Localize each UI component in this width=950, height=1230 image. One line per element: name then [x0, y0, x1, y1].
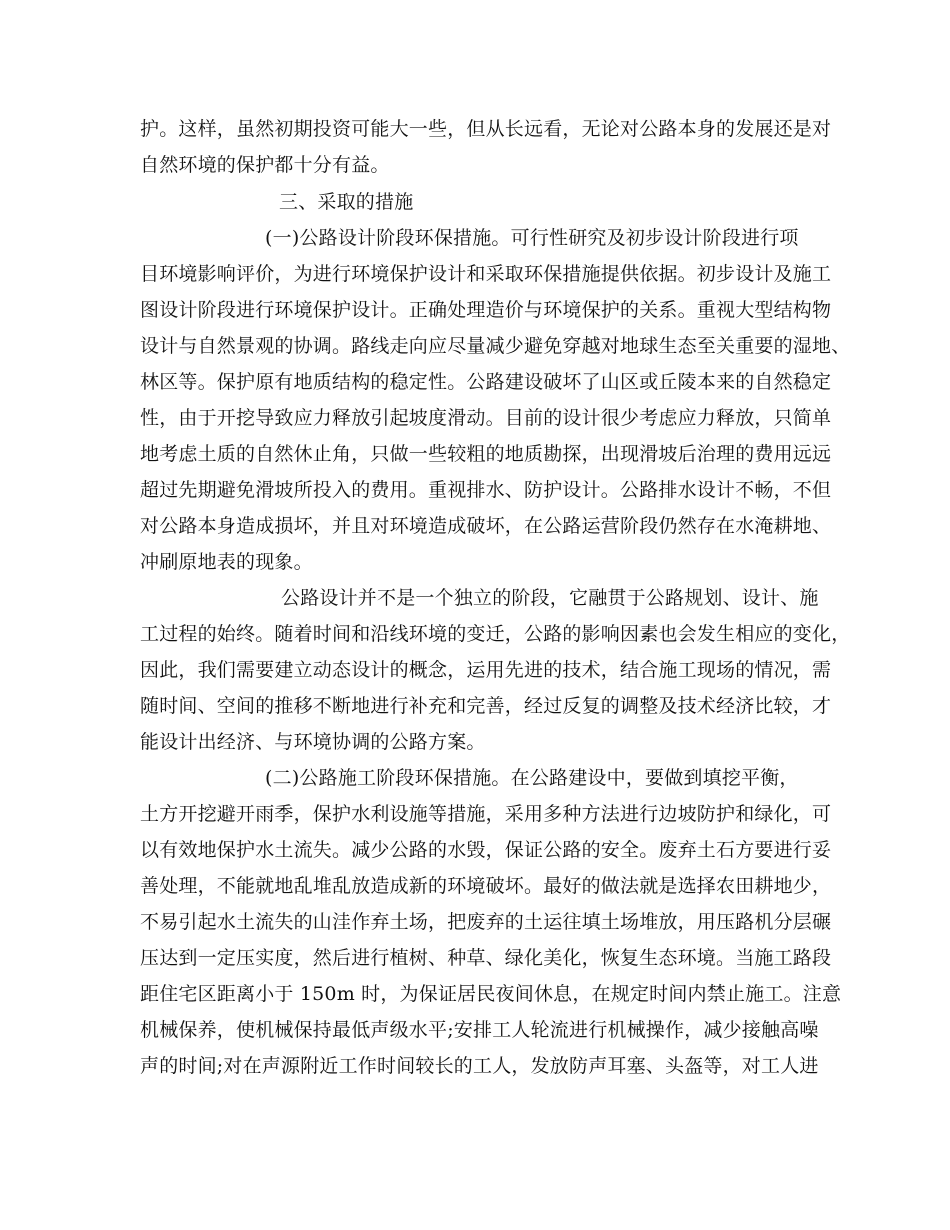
text-line: 设计与自然景观的协调。路线走向应尽量减少避免穿越对地球生态至关重要的湿地、 — [140, 335, 851, 357]
text-line: 对公路本身造成损坏，并且对环境造成破坏，在公路运营阶段仍然存在水淹耕地、 — [140, 515, 832, 537]
text-line: 声的时间;对在声源附近工作时间较长的工人，发放防声耳塞、头盔等，对工人进 — [140, 1055, 819, 1077]
text-line: 图设计阶段进行环境保护设计。正确处理造价与环境保护的关系。重视大型结构物 — [140, 299, 832, 321]
text-line: 以有效地保护水土流失。减少公路的水毁，保证公路的安全。废弃土石方要进行妥 — [140, 839, 832, 861]
text-line: 地考虑土质的自然休止角，只做一些较粗的地质勘探，出现滑坡后治理的费用远远 — [140, 443, 832, 465]
text-line: 距住宅区距离小于 150m 时，为保证居民夜间休息，在规定时间内禁止施工。注意 — [140, 983, 842, 1005]
text-line: 林区等。保护原有地质结构的稳定性。公路建设破坏了山区或丘陵本来的自然稳定 — [140, 371, 832, 393]
text-line: 护。这样，虽然初期投资可能大一些，但从长远看，无论对公路本身的发展还是对 — [140, 118, 832, 140]
text-line: 目环境影响评价，为进行环境保护设计和采取环保措施提供依据。初步设计及施工 — [140, 263, 832, 285]
text-line: 善处理，不能就地乱堆乱放造成新的环境破坏。最好的做法就是选择农田耕地少， — [140, 875, 832, 897]
text-line: 自然环境的保护都十分有益。 — [140, 154, 390, 176]
text-line: 压达到一定压实度，然后进行植树、种草、绿化美化，恢复生态环境。当施工路段 — [140, 947, 832, 969]
text-line: 工过程的始终。随着时间和沿线环境的变迁，公路的影响因素也会发生相应的变化， — [140, 623, 851, 645]
text-line: 随时间、空间的推移不断地进行补充和完善，经过反复的调整及技术经济比较，才 — [140, 695, 832, 717]
text-line: 不易引起水土流失的山洼作弃土场，把废弃的土运往填土场堆放，用压路机分层碾 — [140, 911, 832, 933]
section-heading: 三、采取的措施 — [279, 191, 414, 213]
text-line: 超过先期避免滑坡所投入的费用。重视排水、防护设计。公路排水设计不畅，不但 — [140, 479, 832, 501]
text-line: 因此，我们需要建立动态设计的概念，运用先进的技术，结合施工现场的情况，需 — [140, 659, 832, 681]
text-line: 能设计出经济、与环境协调的公路方案。 — [140, 731, 486, 753]
text-line: 公路设计并不是一个独立的阶段，它融贯于公路规划、设计、施 — [281, 587, 819, 609]
text-line: 土方开挖避开雨季，保护水利设施等措施，采用多种方法进行边坡防护和绿化，可 — [140, 803, 832, 825]
text-line: 冲刷原地表的现象。 — [140, 551, 313, 573]
text-line: 机械保养，使机械保持最低声级水平;安排工人轮流进行机械操作，减少接触高噪 — [140, 1019, 819, 1041]
text-line: 性，由于开挖导致应力释放引起坡度滑动。目前的设计很少考虑应力释放，只简单 — [140, 407, 832, 429]
text-line: (一)公路设计阶段环保措施。可行性研究及初步设计阶段进行项 — [265, 227, 799, 249]
text-line: (二)公路施工阶段环保措施。在公路建设中，要做到填挖平衡， — [265, 767, 799, 789]
